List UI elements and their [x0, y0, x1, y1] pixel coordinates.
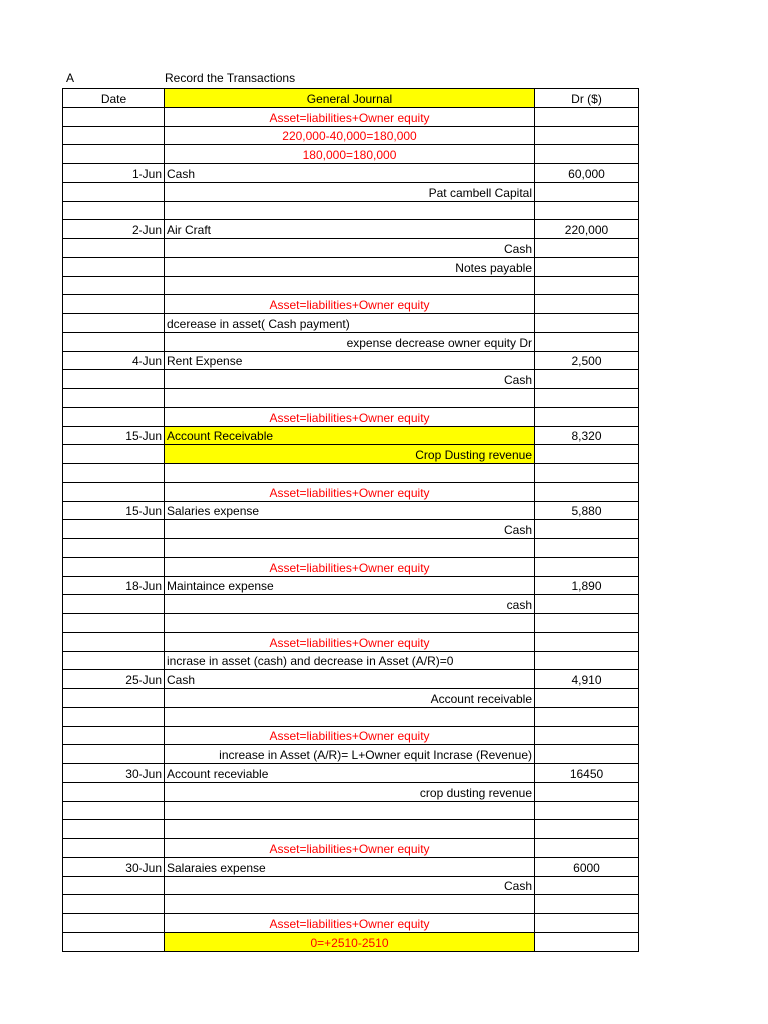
- table-row: [63, 126, 639, 145]
- table-row: [63, 351, 639, 370]
- dr-cell[interactable]: [535, 145, 639, 164]
- journal-cell[interactable]: Asset=liabilities+Owner equity: [165, 632, 535, 651]
- dr-cell[interactable]: 220,000: [535, 220, 639, 239]
- date-cell[interactable]: [63, 126, 165, 145]
- table-row: [63, 801, 639, 820]
- date-cell[interactable]: [63, 557, 165, 576]
- table-row: [63, 707, 639, 726]
- table-row: [63, 820, 639, 839]
- journal-cell[interactable]: Cash: [165, 370, 535, 389]
- table-row: [63, 651, 639, 670]
- dr-cell[interactable]: [535, 895, 639, 914]
- journal-cell[interactable]: Pat cambell Capital: [165, 182, 535, 201]
- table-row: [63, 426, 639, 445]
- table-row: [63, 539, 639, 558]
- dr-cell[interactable]: [535, 276, 639, 295]
- journal-cell[interactable]: Asset=liabilities+Owner equity: [165, 557, 535, 576]
- journal-cell[interactable]: [165, 464, 535, 483]
- dr-cell[interactable]: [535, 632, 639, 651]
- date-cell[interactable]: [63, 314, 165, 333]
- journal-cell[interactable]: [165, 707, 535, 726]
- date-cell[interactable]: [63, 464, 165, 483]
- dr-cell[interactable]: [535, 801, 639, 820]
- date-cell[interactable]: [63, 445, 165, 464]
- table-row: [63, 632, 639, 651]
- date-cell[interactable]: [63, 332, 165, 351]
- table-row: [63, 782, 639, 801]
- journal-cell[interactable]: Account receviable: [165, 764, 535, 783]
- sheet-title: Record the Transactions: [165, 71, 296, 85]
- table-row: [63, 107, 639, 126]
- journal-cell[interactable]: Cash: [165, 239, 535, 258]
- date-cell[interactable]: [63, 745, 165, 764]
- journal-cell[interactable]: Asset=liabilities+Owner equity: [165, 295, 535, 314]
- journal-cell[interactable]: [165, 389, 535, 408]
- dr-cell[interactable]: [535, 257, 639, 276]
- date-cell[interactable]: [63, 201, 165, 220]
- dr-cell[interactable]: [535, 314, 639, 333]
- table-row: [63, 614, 639, 633]
- dr-cell[interactable]: 5,880: [535, 501, 639, 520]
- journal-cell[interactable]: Maintaince expense: [165, 576, 535, 595]
- dr-cell[interactable]: 60,000: [535, 164, 639, 183]
- date-cell[interactable]: [63, 407, 165, 426]
- dr-cell[interactable]: [535, 539, 639, 558]
- journal-cell[interactable]: Cash: [165, 670, 535, 689]
- date-cell[interactable]: [63, 820, 165, 839]
- date-cell[interactable]: [63, 295, 165, 314]
- table-row: [63, 276, 639, 295]
- journal-cell[interactable]: Rent Expense: [165, 351, 535, 370]
- date-cell[interactable]: [63, 370, 165, 389]
- table-row: [63, 464, 639, 483]
- dr-cell[interactable]: [535, 126, 639, 145]
- dr-cell[interactable]: [535, 932, 639, 951]
- dr-cell[interactable]: [535, 239, 639, 258]
- date-cell[interactable]: [63, 614, 165, 633]
- journal-cell[interactable]: incrase in asset (cash) and decrease in Asset (A/R)=0: [165, 651, 535, 670]
- date-cell[interactable]: [63, 632, 165, 651]
- dr-cell[interactable]: [535, 707, 639, 726]
- date-cell[interactable]: 2-Jun: [63, 220, 165, 239]
- date-cell[interactable]: 18-Jun: [63, 576, 165, 595]
- dr-cell[interactable]: [535, 201, 639, 220]
- journal-cell[interactable]: Salaries expense: [165, 501, 535, 520]
- dr-cell[interactable]: [535, 689, 639, 708]
- journal-cell[interactable]: [165, 276, 535, 295]
- table-row: [63, 764, 639, 783]
- journal-cell[interactable]: dcerease in asset( Cash payment): [165, 314, 535, 333]
- table-row: [63, 689, 639, 708]
- dr-cell[interactable]: [535, 914, 639, 933]
- dr-cell[interactable]: 2,500: [535, 351, 639, 370]
- dr-cell[interactable]: [535, 651, 639, 670]
- dr-cell[interactable]: 8,320: [535, 426, 639, 445]
- date-cell[interactable]: [63, 182, 165, 201]
- journal-cell[interactable]: 220,000-40,000=180,000: [165, 126, 535, 145]
- date-cell[interactable]: [63, 389, 165, 408]
- journal-table: [62, 88, 639, 952]
- date-cell[interactable]: [63, 520, 165, 539]
- journal-cell[interactable]: Asset=liabilities+Owner equity: [165, 107, 535, 126]
- journal-cell[interactable]: Asset=liabilities+Owner equity: [165, 726, 535, 745]
- journal-cell[interactable]: Asset=liabilities+Owner equity: [165, 482, 535, 501]
- journal-cell[interactable]: crop dusting revenue: [165, 782, 535, 801]
- table-row: [63, 857, 639, 876]
- header-dr[interactable]: Dr ($): [535, 89, 639, 108]
- dr-cell[interactable]: [535, 520, 639, 539]
- dr-cell[interactable]: [535, 370, 639, 389]
- dr-cell[interactable]: [535, 614, 639, 633]
- table-row: [63, 670, 639, 689]
- date-cell[interactable]: [63, 482, 165, 501]
- table-row: [63, 839, 639, 858]
- table-row: [63, 145, 639, 164]
- journal-cell[interactable]: 180,000=180,000: [165, 145, 535, 164]
- date-cell[interactable]: [63, 895, 165, 914]
- column-letter-a: A: [66, 71, 75, 85]
- date-cell[interactable]: 30-Jun: [63, 764, 165, 783]
- dr-cell[interactable]: 4,910: [535, 670, 639, 689]
- table-row: [63, 182, 639, 201]
- date-cell[interactable]: [63, 914, 165, 933]
- date-cell[interactable]: 25-Jun: [63, 670, 165, 689]
- journal-cell[interactable]: increase in Asset (A/R)= L+Owner equit Incrase (Revenue): [165, 745, 535, 764]
- table-row: [63, 314, 639, 333]
- table-row: [63, 482, 639, 501]
- dr-cell[interactable]: [535, 482, 639, 501]
- table-row: [63, 501, 639, 520]
- dr-cell[interactable]: 6000: [535, 857, 639, 876]
- table-row: [63, 726, 639, 745]
- journal-cell[interactable]: Salaraies expense: [165, 857, 535, 876]
- journal-cell[interactable]: Account Receivable: [165, 426, 535, 445]
- journal-cell[interactable]: Asset=liabilities+Owner equity: [165, 914, 535, 933]
- date-cell[interactable]: [63, 539, 165, 558]
- dr-cell[interactable]: [535, 782, 639, 801]
- table-row: [63, 576, 639, 595]
- journal-cell[interactable]: Account receivable: [165, 689, 535, 708]
- table-row: [63, 445, 639, 464]
- date-cell[interactable]: [63, 801, 165, 820]
- journal-cell[interactable]: Notes payable: [165, 257, 535, 276]
- journal-cell[interactable]: cash: [165, 595, 535, 614]
- dr-cell[interactable]: [535, 107, 639, 126]
- date-cell[interactable]: [63, 651, 165, 670]
- dr-cell[interactable]: [535, 745, 639, 764]
- table-row: [63, 745, 639, 764]
- journal-cell[interactable]: [165, 820, 535, 839]
- dr-cell[interactable]: [535, 557, 639, 576]
- dr-cell[interactable]: [535, 464, 639, 483]
- table-row: [63, 257, 639, 276]
- dr-cell[interactable]: [535, 295, 639, 314]
- journal-cell[interactable]: Crop Dusting revenue: [165, 445, 535, 464]
- date-cell[interactable]: 1-Jun: [63, 164, 165, 183]
- date-cell[interactable]: [63, 839, 165, 858]
- dr-cell[interactable]: [535, 595, 639, 614]
- table-row: [63, 389, 639, 408]
- date-cell[interactable]: [63, 107, 165, 126]
- journal-cell[interactable]: Asset=liabilities+Owner equity: [165, 839, 535, 858]
- dr-cell[interactable]: [535, 445, 639, 464]
- table-row: [63, 164, 639, 183]
- table-row: [63, 407, 639, 426]
- date-cell[interactable]: [63, 689, 165, 708]
- table-row: [63, 332, 639, 351]
- date-cell[interactable]: [63, 726, 165, 745]
- journal-body: [63, 107, 639, 951]
- date-cell[interactable]: [63, 239, 165, 258]
- journal-cell[interactable]: Cash: [165, 164, 535, 183]
- dr-cell[interactable]: [535, 839, 639, 858]
- header-row: [63, 89, 639, 108]
- date-cell[interactable]: [63, 707, 165, 726]
- date-cell[interactable]: [63, 276, 165, 295]
- table-row: [63, 520, 639, 539]
- dr-cell[interactable]: [535, 876, 639, 895]
- date-cell[interactable]: [63, 782, 165, 801]
- journal-cell[interactable]: expense decrease owner equity Dr: [165, 332, 535, 351]
- journal-cell[interactable]: 0=+2510-2510: [165, 932, 535, 951]
- table-row: [63, 876, 639, 895]
- journal-cell[interactable]: Air Craft: [165, 220, 535, 239]
- journal-cell[interactable]: [165, 614, 535, 633]
- dr-cell[interactable]: [535, 407, 639, 426]
- journal-cell[interactable]: Cash: [165, 520, 535, 539]
- table-row: [63, 201, 639, 220]
- table-row: [63, 932, 639, 951]
- dr-cell[interactable]: [535, 332, 639, 351]
- dr-cell[interactable]: [535, 820, 639, 839]
- dr-cell[interactable]: [535, 182, 639, 201]
- table-row: [63, 220, 639, 239]
- dr-cell[interactable]: 16450: [535, 764, 639, 783]
- date-cell[interactable]: 30-Jun: [63, 857, 165, 876]
- date-cell[interactable]: [63, 595, 165, 614]
- table-row: [63, 557, 639, 576]
- date-cell[interactable]: [63, 257, 165, 276]
- journal-cell[interactable]: Cash: [165, 876, 535, 895]
- header-date[interactable]: Date: [63, 89, 165, 108]
- table-row: [63, 370, 639, 389]
- table-row: [63, 914, 639, 933]
- date-cell[interactable]: [63, 145, 165, 164]
- date-cell[interactable]: 4-Jun: [63, 351, 165, 370]
- dr-cell[interactable]: [535, 726, 639, 745]
- journal-cell[interactable]: [165, 801, 535, 820]
- journal-cell[interactable]: Asset=liabilities+Owner equity: [165, 407, 535, 426]
- journal-cell[interactable]: [165, 201, 535, 220]
- journal-cell[interactable]: [165, 539, 535, 558]
- journal-cell[interactable]: [165, 895, 535, 914]
- table-row: [63, 295, 639, 314]
- dr-cell[interactable]: [535, 389, 639, 408]
- date-cell[interactable]: 15-Jun: [63, 501, 165, 520]
- date-cell[interactable]: [63, 876, 165, 895]
- table-row: [63, 239, 639, 258]
- table-row: [63, 895, 639, 914]
- date-cell[interactable]: 15-Jun: [63, 426, 165, 445]
- table-row: [63, 595, 639, 614]
- header-general-journal[interactable]: General Journal: [165, 89, 535, 108]
- date-cell[interactable]: [63, 932, 165, 951]
- dr-cell[interactable]: 1,890: [535, 576, 639, 595]
